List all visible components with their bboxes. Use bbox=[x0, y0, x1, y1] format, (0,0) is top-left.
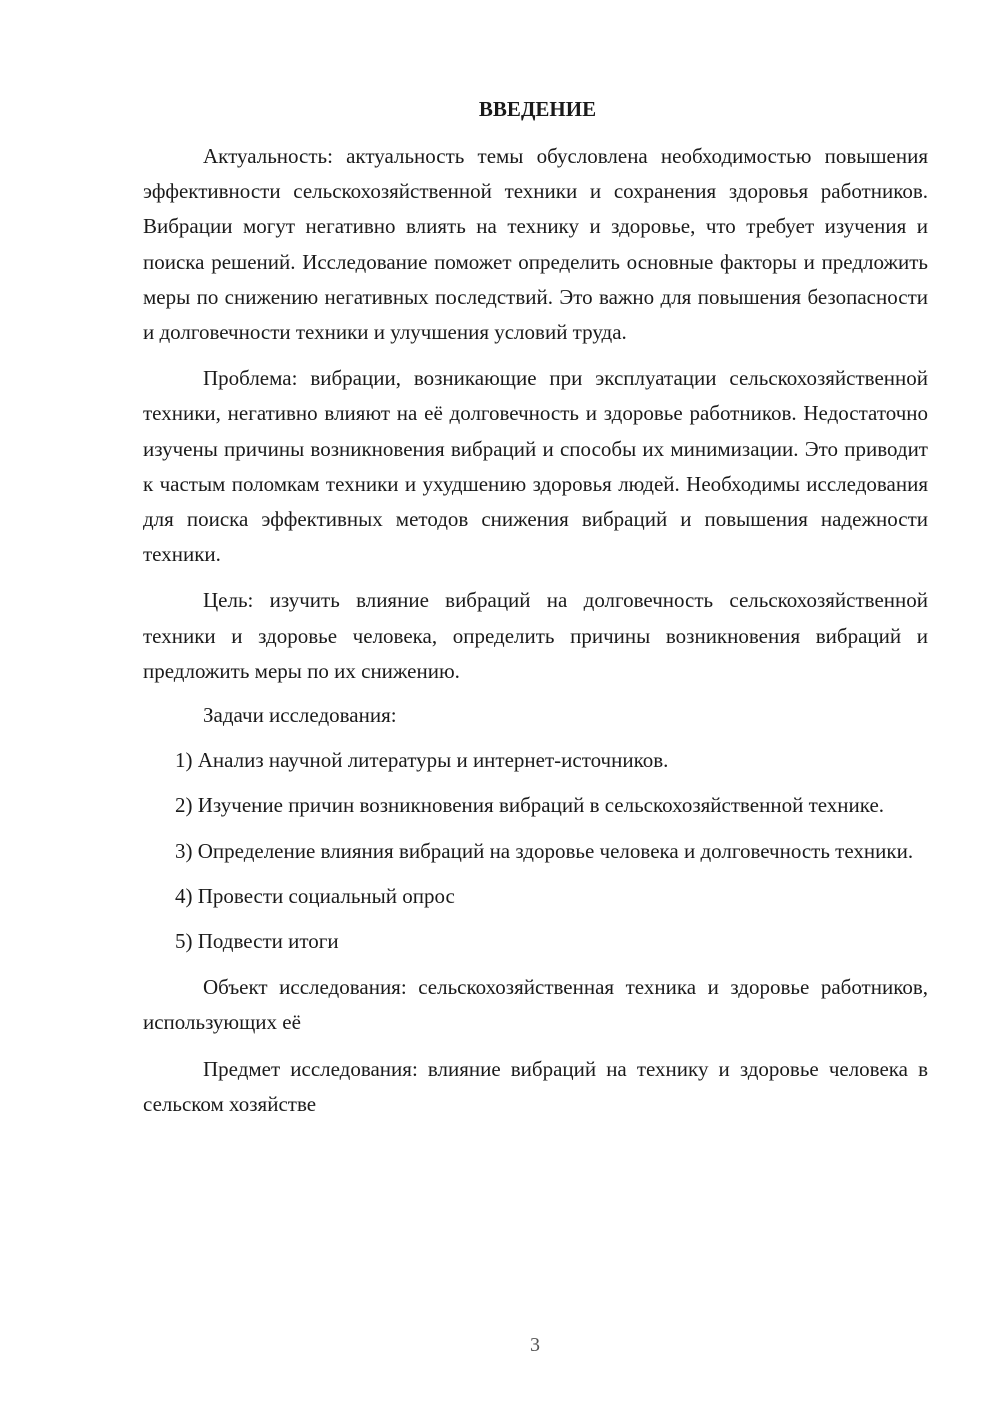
task-item-4: 4) Провести социальный опрос bbox=[175, 883, 455, 908]
tasks-heading: Задачи исследования: bbox=[203, 703, 397, 728]
page-title: ВВЕДЕНИЕ bbox=[478, 97, 597, 121]
page-number: 3 bbox=[530, 1334, 540, 1356]
task-item-2: 2) Изучение причин возникновения вибраций в сельскохозяйственной технике. bbox=[175, 793, 885, 818]
object-paragraph: Объект исследования: сельскохозяйственная техника и здоровье работников, использующих её bbox=[143, 975, 928, 1035]
relevance-paragraph: Актуальность: актуальность темы обусловлена необходимостью повышения эффективности сельскохозяйственной техники и сохранения здоровья работников. Вибрации могут негативно влиять на технику и здоровье, что требует изучения и поиска решений. Исследование поможет определить основные факторы и предложить меры по снижению негативных последствий. Это важно для повышения безопасности и долговечности техники и улучшения условий труда. bbox=[143, 144, 928, 345]
task-item-3: 3) Определение влияния вибраций на здоровье человека и долговечность техники. bbox=[175, 838, 914, 863]
subject-paragraph: Предмет исследования: влияние вибраций на технику и здоровье человека в сельском хозяйстве bbox=[143, 1056, 928, 1116]
goal-paragraph: Цель: изучить влияние вибраций на долговечность сельскохозяйственной техники и здоровье человека, определить причины возникновения вибраций и предложить меры по их снижению. bbox=[143, 588, 928, 683]
task-item-1: 1) Анализ научной литературы и интернет-источников. bbox=[175, 748, 669, 773]
problem-paragraph: Проблема: вибрации, возникающие при эксплуатации сельскохозяйственной техники, негативно влияют на её долговечность и здоровье работников. Недостаточно изучены причины возникновения вибраций и способы их минимизации. Это приводит к частым поломкам техники и ухудшению здоровья людей. Необходимы исследования для поиска эффективных методов снижения вибраций и повышения надежности техники. bbox=[143, 366, 928, 567]
task-item-5: 5) Подвести итоги bbox=[175, 929, 339, 954]
document-page bbox=[143, 92, 928, 1122]
